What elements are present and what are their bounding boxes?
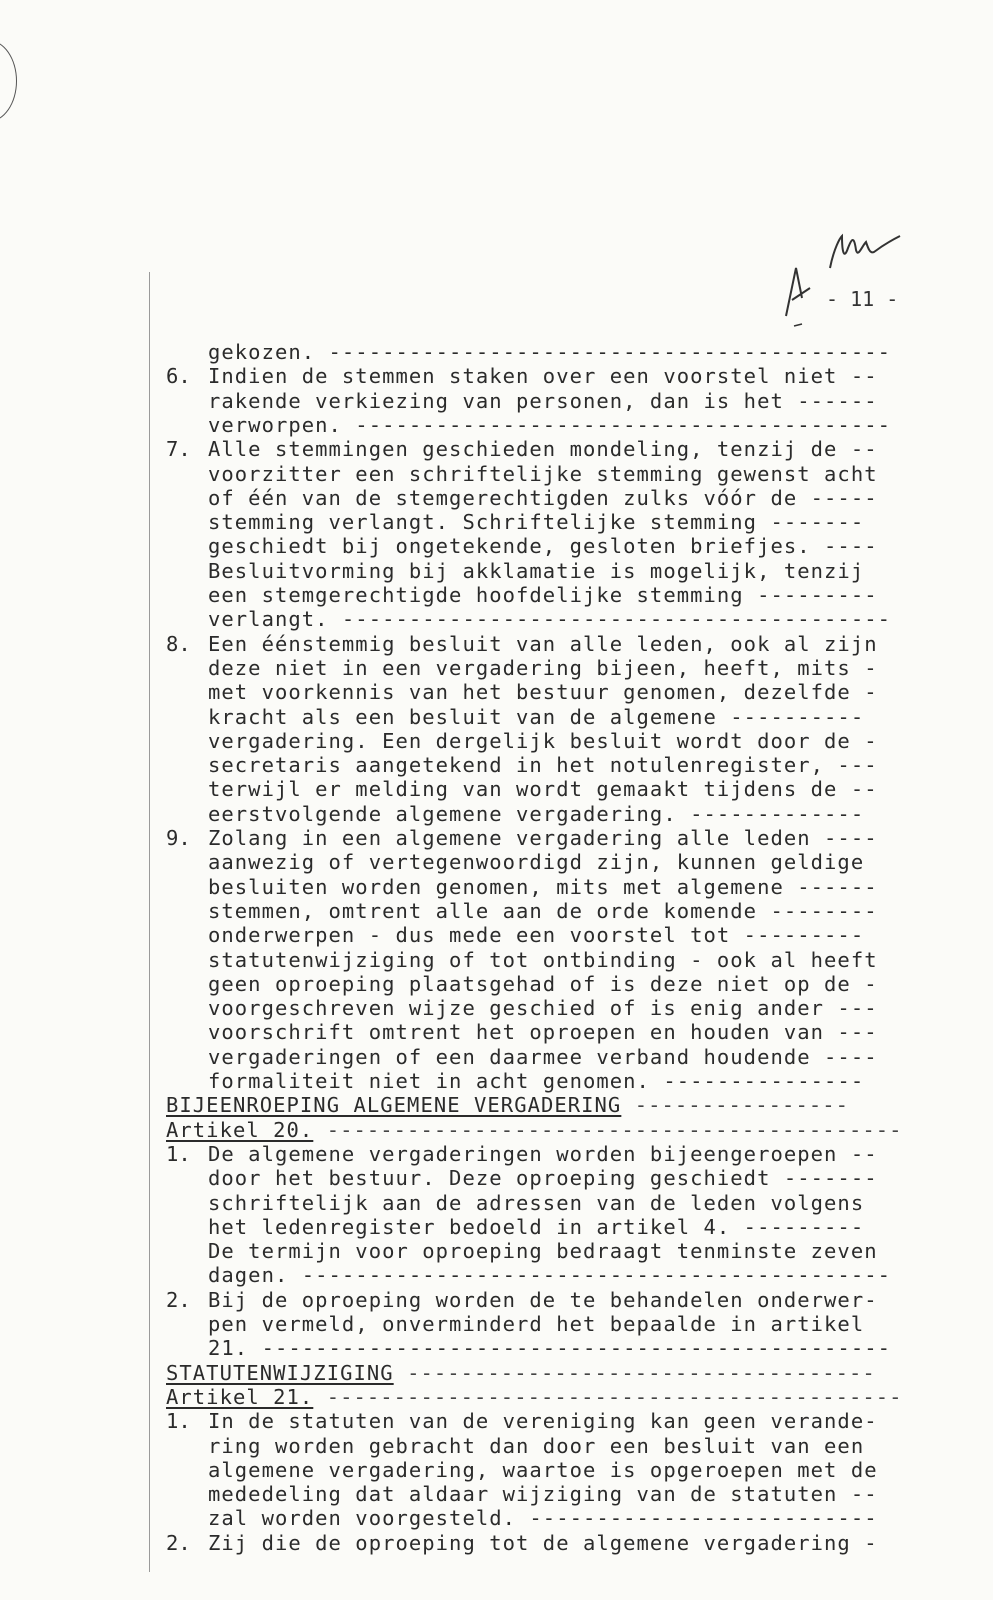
heading-text: BIJEENROEPING ALGEMENE VERGADERING: [166, 1093, 622, 1118]
page-edge-mark: [0, 40, 17, 122]
text-line: terwijl er melding van wordt gemaakt tijdens de --: [208, 777, 878, 802]
text-line: kracht als een besluit van de algemene ----------: [208, 704, 865, 729]
text-line: schriftelijk aan de adressen van de leden volgens: [208, 1190, 865, 1215]
text-line: Zolang in een algemene vergadering alle leden ----: [208, 826, 878, 850]
text-line: geen oproeping plaatsgehad of is deze niet op de -: [208, 971, 878, 996]
text-line: ring worden gebracht dan door een besluit van een: [208, 1433, 865, 1458]
list-number: 2.: [166, 1530, 191, 1555]
list-number: 8.: [166, 631, 191, 656]
filler-dashes: -------------------------------------------: [313, 1384, 903, 1409]
text-line: deze niet in een vergadering bijeen, heeft, mits -: [208, 655, 878, 680]
text-line: In de statuten van de vereniging kan geen verande-: [208, 1409, 878, 1434]
text-line: stemming verlangt. Schriftelijke stemming -------: [208, 510, 865, 535]
text-line: Besluitvorming bij akklamatie is mogelijk, tenzij: [208, 558, 865, 583]
text-line: het ledenregister bedoeld in artikel 4. ---------: [208, 1214, 865, 1239]
list-number: 1.: [166, 1141, 191, 1166]
text-line: door het bestuur. Deze oproeping geschiedt -------: [208, 1166, 878, 1191]
text-line: gekozen. ------------------------------------------: [208, 340, 891, 364]
text-line: pen vermeld, onverminderd het bepaalde in artikel: [208, 1312, 865, 1336]
text-line: verworpen. ----------------------------------------: [208, 412, 891, 437]
heading-text: Artikel 20.: [166, 1117, 314, 1142]
text-line: Zij die de oproeping tot de algemene vergadering -: [208, 1530, 878, 1555]
text-line: een stemgerechtigde hoofdelijke stemming ---------: [208, 583, 878, 607]
list-number: 1.: [166, 1409, 191, 1434]
text-line: geschiedt bij ongetekende, gesloten briefjes. ----: [208, 534, 878, 559]
filler-dashes: -------------------------------------------: [313, 1117, 903, 1142]
section-heading: [166, 1093, 849, 1117]
text-line: eerstvolgende algemene vergadering. -------------: [208, 801, 865, 826]
text-line: dagen. --------------------------------------------: [208, 1263, 891, 1288]
text-line: Een éénstemmig besluit van alle leden, ook al zijn: [208, 631, 878, 656]
section-heading: [166, 1118, 903, 1142]
text-line: Alle stemmingen geschieden mondeling, tenzij de --: [208, 437, 878, 462]
text-line: Indien de stemmen staken over een voorstel niet --: [208, 364, 878, 389]
handwritten-initials: [782, 228, 922, 328]
text-line: voorgeschreven wijze geschied of is enig ander ---: [208, 996, 878, 1021]
text-line: rakende verkiezing van personen, dan is het ------: [208, 388, 878, 413]
heading-text: Artikel 21.: [166, 1384, 314, 1409]
text-line: mededeling dat aldaar wijziging van de statuten --: [208, 1482, 878, 1507]
heading-text: STATUTENWIJZIGING: [166, 1360, 394, 1385]
section-heading: [166, 1385, 903, 1409]
list-number: 6.: [166, 364, 191, 389]
text-line: vergaderingen of een daarmee verband houdende ----: [208, 1044, 878, 1069]
text-line: secretaris aangetekend in het notulenregister, ---: [208, 753, 878, 778]
filler-dashes: -----------------------------------: [393, 1360, 876, 1385]
text-line: algemene vergadering, waartoe is opgeroepen met de: [208, 1457, 878, 1482]
filler-dashes: ----------------: [621, 1093, 850, 1118]
text-line: voorschrift omtrent het oproepen en houden van ---: [208, 1020, 878, 1045]
text-line: zal worden voorgesteld. --------------------------: [208, 1506, 878, 1531]
text-line: aanwezig of vertegenwoordigd zijn, kunnen geldige: [208, 850, 865, 875]
text-line: of één van de stemgerechtigden zulks vóór de -----: [208, 485, 878, 510]
page-number: - 11 -: [826, 287, 899, 311]
margin-rule: [149, 272, 150, 1572]
text-line: verlangt. -----------------------------------------: [208, 607, 891, 632]
text-line: onderwerpen - dus mede een voorstel tot ---------: [208, 923, 865, 948]
text-line: stemmen, omtrent alle aan de orde komende --------: [208, 898, 878, 923]
text-line: voorzitter een schriftelijke stemming gewenst acht: [208, 461, 878, 486]
text-line: formaliteit niet in acht genomen. ---------------: [208, 1069, 865, 1093]
list-number: 9.: [166, 826, 191, 850]
text-line: De termijn voor oproeping bedraagt tenminste zeven: [208, 1239, 878, 1264]
text-line: besluiten worden genomen, mits met algemene ------: [208, 874, 878, 899]
list-number: 7.: [166, 437, 191, 462]
text-line: statutenwijziging of tot ontbinding - ook al heeft: [208, 947, 878, 972]
text-line: met voorkennis van het bestuur genomen, dezelfde -: [208, 680, 878, 705]
section-heading: [166, 1361, 876, 1385]
text-line: Bij de oproeping worden de te behandelen onderwer-: [208, 1287, 878, 1312]
text-line: De algemene vergaderingen worden bijeengeroepen --: [208, 1141, 878, 1166]
text-line: 21. -----------------------------------------------: [208, 1336, 891, 1361]
text-line: vergadering. Een dergelijk besluit wordt door de -: [208, 728, 878, 753]
list-number: 2.: [166, 1287, 191, 1312]
